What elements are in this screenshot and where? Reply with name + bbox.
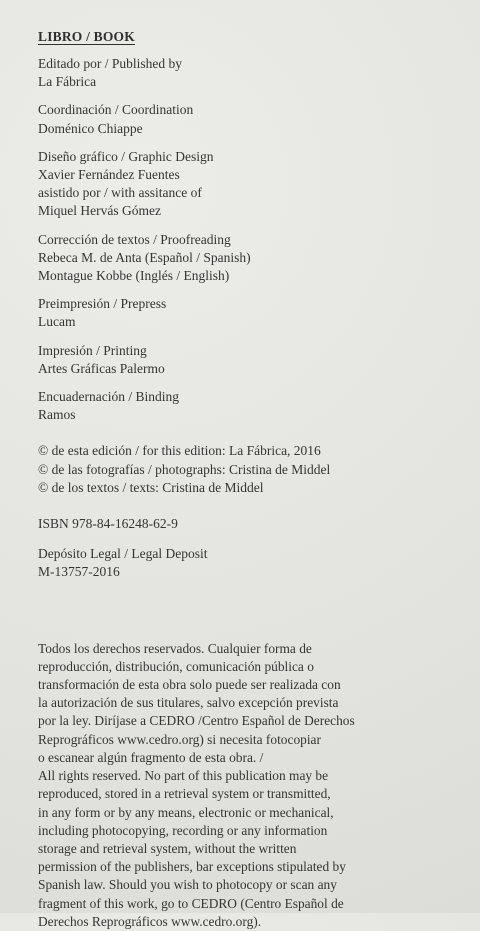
legal-deposit-number: M-13757-2016 <box>38 564 120 580</box>
section-heading: LIBRO / BOOK <box>38 29 135 44</box>
copyright-line: © de los textos / texts: Cristina de Middel <box>38 479 264 495</box>
credits-list <box>38 55 468 424</box>
copyright-line: © de esta edición / for this edition: La Fábrica, 2016 <box>38 443 321 459</box>
rights-line: including photocopying, recording or any information <box>38 822 328 838</box>
colophon-page <box>38 29 468 931</box>
rights-line: Spanish law. Should you wish to photocopy or scan any <box>38 877 337 893</box>
rights-line: in any form or by any means, electronic or mechanical, <box>38 804 334 820</box>
credit-name: Ramos <box>38 407 76 423</box>
credit-design <box>38 148 468 221</box>
credit-role: Coordinación / Coordination <box>38 102 194 118</box>
rights-line: fragment of this work, go to CEDRO (Centro Español de <box>38 895 344 911</box>
credit-role: asistido por / with assitance of <box>38 185 202 201</box>
legal-deposit-block <box>38 545 468 581</box>
rights-line: permission of the publishers, bar exceptions stipulated by <box>38 859 346 875</box>
credit-printing <box>38 342 468 378</box>
rights-line: reproducción, distribución, comunicación pública o <box>38 658 314 674</box>
credit-name: Montague Kobbe (Inglés / English) <box>38 268 230 284</box>
credit-name: Doménico Chiappe <box>38 120 143 136</box>
credit-role: Encuadernación / Binding <box>38 389 179 405</box>
credit-prepress <box>38 295 468 331</box>
credit-name: Miquel Hervás Gómez <box>38 203 161 219</box>
rights-line: o escanear algún fragmento de esta obra. / <box>38 749 264 765</box>
rights-line: reproduced, stored in a retrieval system or transmitted, <box>38 786 331 802</box>
copyright-block <box>38 442 468 497</box>
credit-publisher <box>38 55 468 91</box>
rights-line: Todos los derechos reservados. Cualquier forma de <box>38 640 312 656</box>
credit-proofreading <box>38 231 468 286</box>
isbn-block <box>38 515 468 533</box>
credit-name: Lucam <box>38 314 76 330</box>
rights-line: Reprográficos www.cedro.org) si necesita fotocopiar <box>38 731 321 747</box>
credit-role: Impresión / Printing <box>38 342 147 358</box>
rights-notice <box>38 640 468 931</box>
legal-deposit-label: Depósito Legal / Legal Deposit <box>38 546 208 562</box>
credit-coordination <box>38 101 468 137</box>
credit-role: Preimpresión / Prepress <box>38 296 167 312</box>
rights-line: storage and retrieval system, without the written <box>38 840 297 856</box>
copyright-line: © de las fotografías / photographs: Cristina de Middel <box>38 461 331 477</box>
credit-name: Rebeca M. de Anta (Español / Spanish) <box>38 249 251 265</box>
rights-line: la autorización de sus titulares, salvo excepción prevista <box>38 695 339 711</box>
rights-line: All rights reserved. No part of this publication may be <box>38 768 329 784</box>
credit-name: Xavier Fernández Fuentes <box>38 167 180 183</box>
credit-name: Artes Gráficas Palermo <box>38 360 165 376</box>
credit-role: Corrección de textos / Proofreading <box>38 231 231 247</box>
isbn: ISBN 978-84-16248-62-9 <box>38 516 178 532</box>
credit-name: La Fábrica <box>38 74 97 90</box>
rights-line: Derechos Reprográficos www.cedro.org). <box>38 913 262 929</box>
rights-line: transformación de esta obra solo puede ser realizada con <box>38 677 341 693</box>
credit-role: Diseño gráfico / Graphic Design <box>38 148 214 164</box>
rights-line: por la ley. Diríjase a CEDRO /Centro Español de Derechos <box>38 713 355 729</box>
credit-role: Editado por / Published by <box>38 56 182 71</box>
credit-binding <box>38 388 468 424</box>
